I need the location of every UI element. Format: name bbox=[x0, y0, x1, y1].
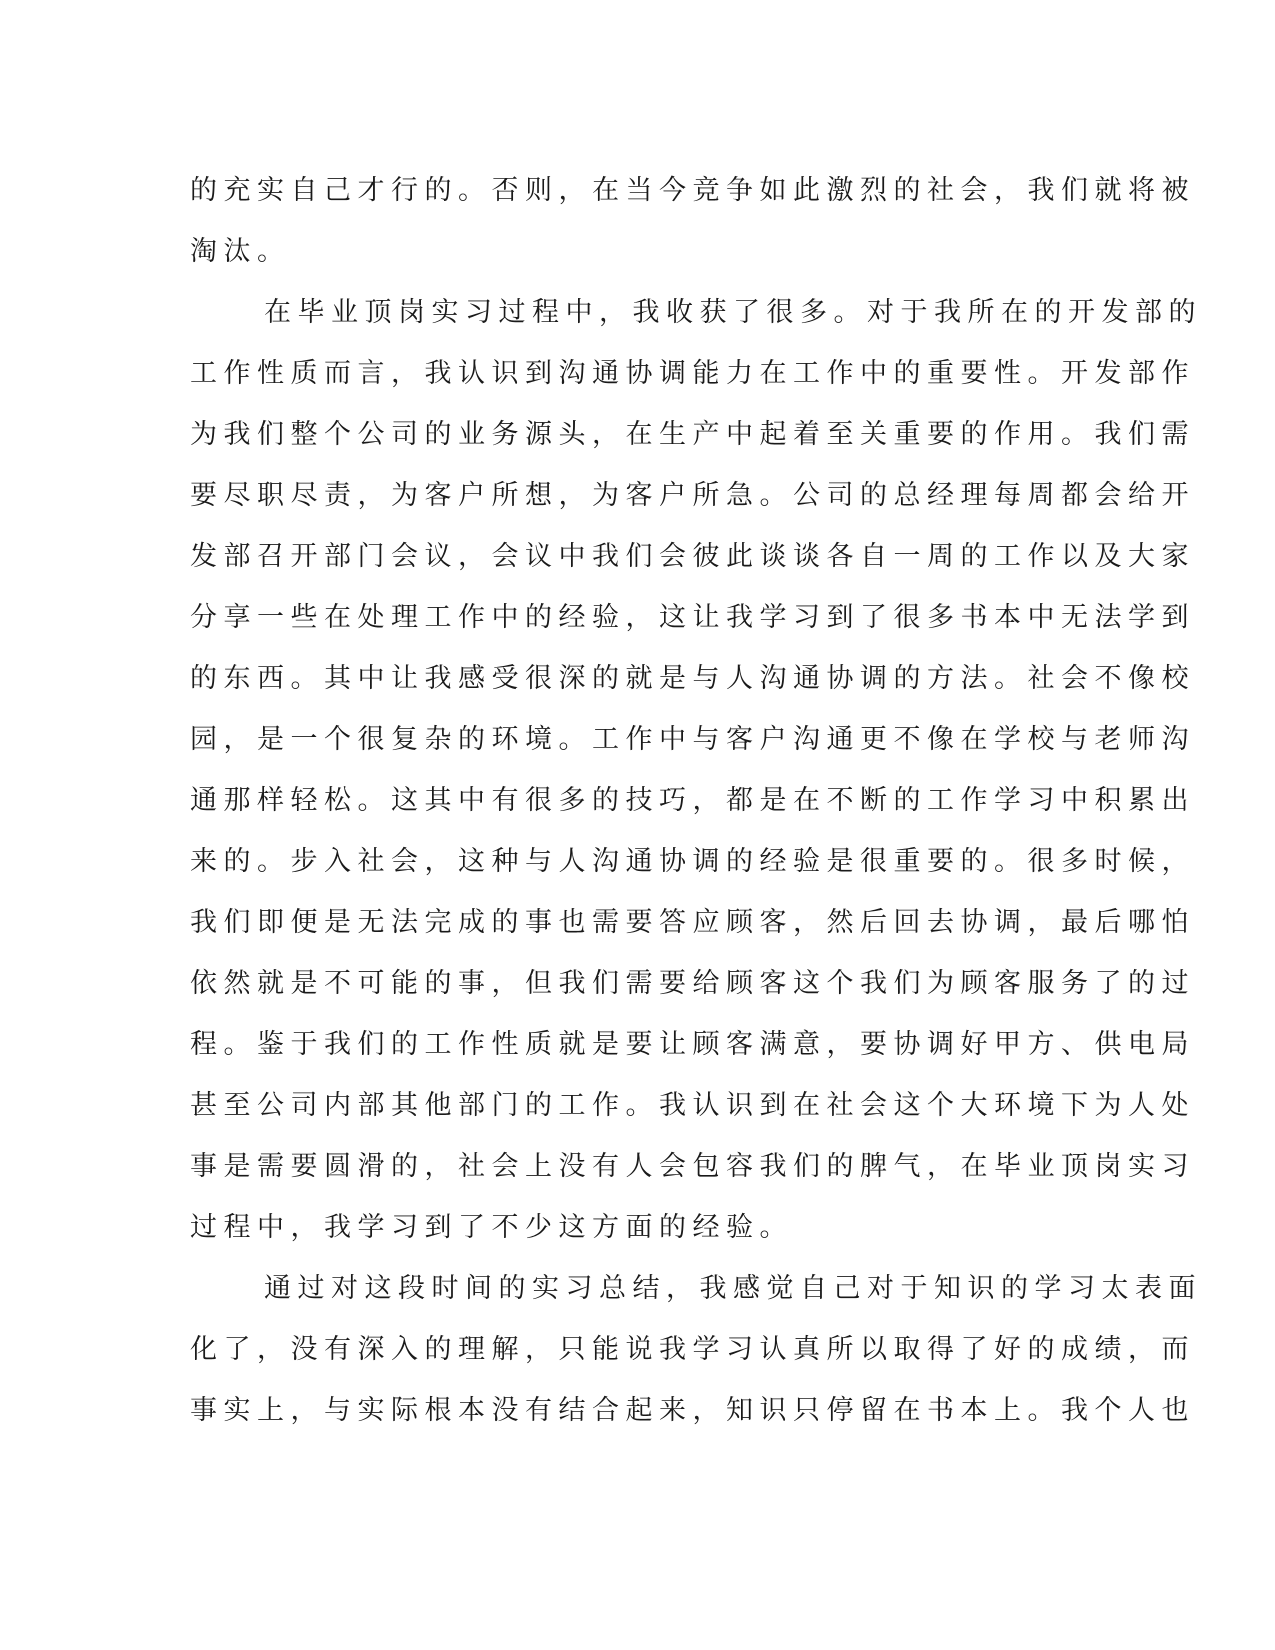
text-line: 为我们整个公司的业务源头，在生产中起着至关重要的作用。我们需 bbox=[190, 419, 1195, 450]
text-line: 的东西。其中让我感受很深的就是与人沟通协调的方法。社会不像校 bbox=[190, 663, 1195, 694]
text-line: 化了，没有深入的理解，只能说我学习认真所以取得了好的成绩，而 bbox=[190, 1334, 1195, 1365]
text-line: 程。鉴于我们的工作性质就是要让顾客满意，要协调好甲方、供电局 bbox=[190, 1029, 1195, 1060]
text-line: 淘汰。 bbox=[190, 236, 291, 267]
text-line: 发部召开部门会议，会议中我们会彼此谈谈各自一周的工作以及大家 bbox=[190, 541, 1195, 572]
text-line: 甚至公司内部其他部门的工作。我认识到在社会这个大环境下为人处 bbox=[190, 1090, 1195, 1121]
text-line: 过程中，我学习到了不少这方面的经验。 bbox=[190, 1212, 793, 1243]
text-line: 通那样轻松。这其中有很多的技巧，都是在不断的工作学习中积累出 bbox=[190, 785, 1195, 816]
text-line: 我们即便是无法完成的事也需要答应顾客，然后回去协调，最后哪怕 bbox=[190, 907, 1195, 938]
text-line: 园，是一个很复杂的环境。工作中与客户沟通更不像在学校与老师沟 bbox=[190, 724, 1195, 755]
paragraph-start-line: 通过对这段时间的实习总结，我感觉自己对于知识的学习太表面 bbox=[264, 1273, 1202, 1304]
text-line: 事实上，与实际根本没有结合起来，知识只停留在书本上。我个人也 bbox=[190, 1395, 1195, 1426]
document-body bbox=[190, 160, 1202, 1441]
text-line: 依然就是不可能的事，但我们需要给顾客这个我们为顾客服务了的过 bbox=[190, 968, 1195, 999]
text-line: 来的。步入社会，这种与人沟通协调的经验是很重要的。很多时候， bbox=[190, 846, 1195, 877]
paragraph-start-line: 在毕业顶岗实习过程中，我收获了很多。对于我所在的开发部的 bbox=[264, 297, 1202, 328]
text-line: 工作性质而言，我认识到沟通协调能力在工作中的重要性。开发部作 bbox=[190, 358, 1195, 389]
text-line: 事是需要圆滑的，社会上没有人会包容我们的脾气，在毕业顶岗实习 bbox=[190, 1151, 1195, 1182]
text-line: 要尽职尽责，为客户所想，为客户所急。公司的总经理每周都会给开 bbox=[190, 480, 1195, 511]
text-line: 的充实自己才行的。否则，在当今竞争如此激烈的社会，我们就将被 bbox=[190, 175, 1195, 206]
text-line: 分享一些在处理工作中的经验，这让我学习到了很多书本中无法学到 bbox=[190, 602, 1195, 633]
